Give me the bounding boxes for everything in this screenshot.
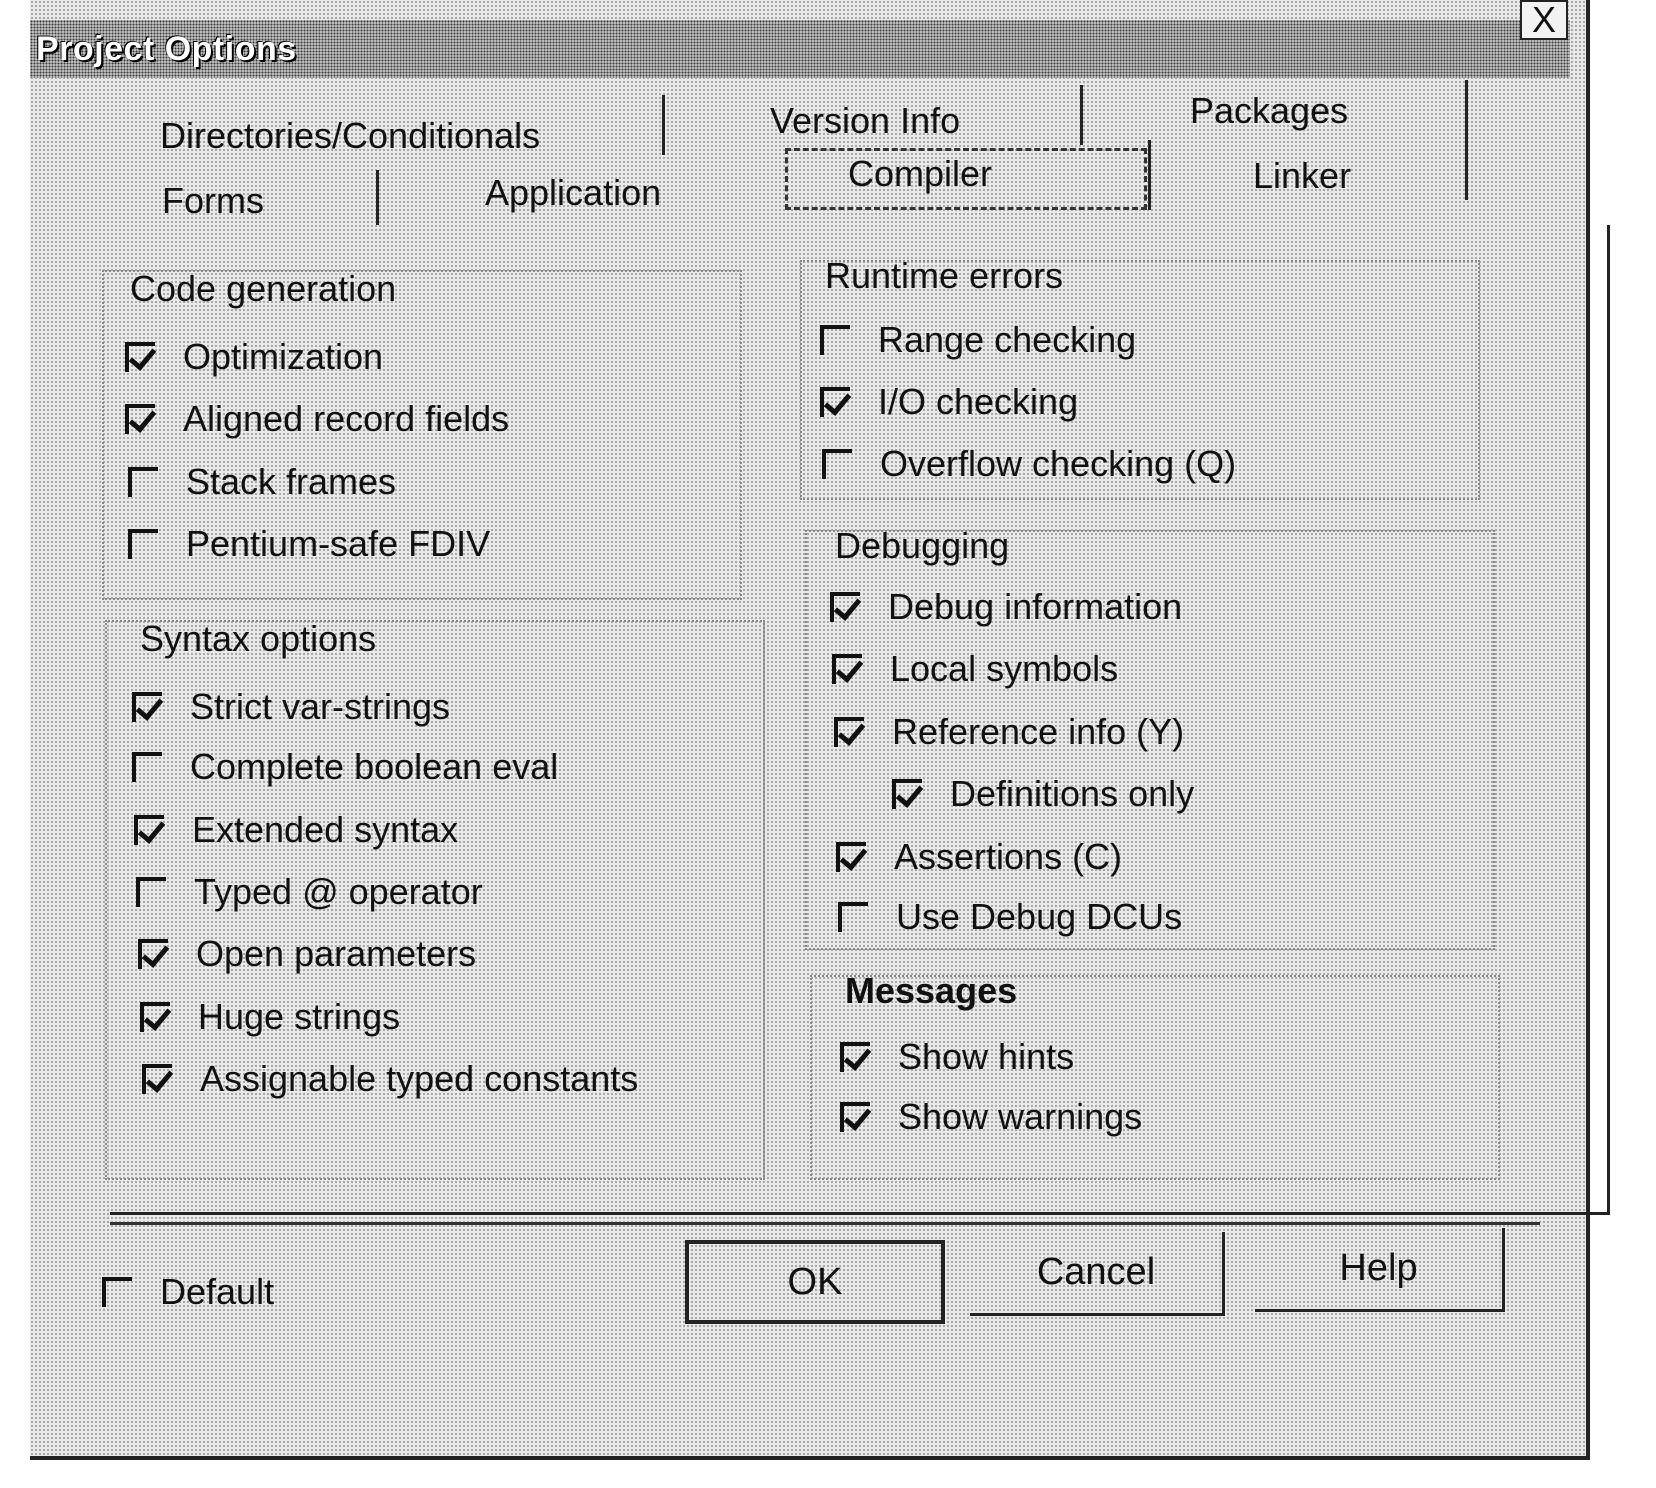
option-label: Assertions (C) — [894, 836, 1123, 877]
option-io-checking[interactable] — [820, 380, 1078, 424]
option-label: Definitions only — [950, 773, 1195, 814]
checkbox[interactable] — [142, 1064, 172, 1094]
option-label: Strict var-strings — [190, 686, 451, 727]
option-label: Local symbols — [890, 648, 1119, 689]
option-label: Open parameters — [196, 933, 477, 974]
option-complete-boolean-eval[interactable] — [132, 745, 558, 789]
tab-forms[interactable]: Forms — [162, 180, 264, 221]
checkbox[interactable] — [892, 779, 922, 809]
checkbox[interactable] — [832, 654, 862, 684]
checkbox[interactable] — [834, 717, 864, 747]
option-aligned-record-fields[interactable] — [125, 397, 509, 441]
tab-packages[interactable]: Packages — [1190, 90, 1349, 131]
checkbox[interactable] — [830, 592, 860, 622]
option-label: Range checking — [878, 319, 1137, 360]
code-generation-title: Code generation — [130, 268, 397, 309]
option-strict-var-strings[interactable] — [132, 685, 450, 729]
option-label: Debug information — [888, 586, 1183, 627]
checkbox[interactable] — [132, 692, 162, 722]
tab-linker[interactable]: Linker — [1253, 155, 1352, 196]
option-label: Complete boolean eval — [190, 746, 559, 787]
checkbox[interactable] — [128, 467, 158, 497]
title-bar[interactable] — [30, 20, 1570, 78]
tab-separator — [376, 170, 379, 225]
cancel-button[interactable]: Cancel — [970, 1232, 1225, 1316]
checkbox[interactable] — [838, 902, 868, 932]
option-label: Typed @ operator — [194, 871, 483, 912]
option-label: Overflow checking (Q) — [880, 443, 1237, 484]
option-extended-syntax[interactable] — [134, 808, 458, 852]
option-assignable-typed-constants[interactable] — [142, 1057, 638, 1101]
option-label: Huge strings — [198, 996, 401, 1037]
tab-separator — [662, 95, 665, 155]
runtime-errors-title: Runtime errors — [825, 255, 1064, 296]
option-optimization[interactable] — [125, 335, 383, 379]
tab-version-info[interactable]: Version Info — [770, 100, 961, 141]
checkbox[interactable] — [134, 815, 164, 845]
option-label: Assignable typed constants — [200, 1058, 639, 1099]
option-label: Show hints — [898, 1036, 1075, 1077]
footer-divider — [110, 1222, 1540, 1225]
checkbox[interactable] — [822, 449, 852, 479]
option-label: Optimization — [183, 336, 384, 377]
option-definitions-only[interactable] — [892, 772, 1194, 816]
tab-application[interactable]: Application — [485, 172, 662, 213]
option-label: Show warnings — [898, 1096, 1143, 1137]
option-label: Stack frames — [186, 461, 397, 502]
checkbox[interactable] — [125, 404, 155, 434]
option-label: Aligned record fields — [183, 398, 510, 439]
tab-separator — [1080, 85, 1083, 145]
option-show-hints[interactable] — [840, 1035, 1074, 1079]
option-default[interactable] — [102, 1270, 274, 1314]
option-local-symbols[interactable] — [832, 647, 1118, 691]
project-options-dialog — [30, 0, 1590, 1460]
checkbox[interactable] — [128, 529, 158, 559]
close-button[interactable]: X — [1520, 0, 1568, 40]
checkbox[interactable] — [840, 1102, 870, 1132]
option-label: I/O checking — [878, 381, 1079, 422]
checkbox[interactable] — [136, 877, 166, 907]
checkbox[interactable] — [836, 842, 866, 872]
option-reference-info[interactable] — [834, 710, 1184, 754]
option-label: Reference info (Y) — [892, 711, 1185, 752]
option-show-warnings[interactable] — [840, 1095, 1142, 1139]
option-open-parameters[interactable] — [138, 932, 476, 976]
checkbox[interactable] — [102, 1277, 132, 1307]
window-title: Project Options — [36, 30, 297, 68]
option-label: Pentium-safe FDIV — [186, 523, 491, 564]
checkbox[interactable] — [840, 1042, 870, 1072]
option-label: Use Debug DCUs — [896, 896, 1183, 937]
option-huge-strings[interactable] — [140, 995, 400, 1039]
tab-separator — [1148, 140, 1151, 210]
help-button[interactable]: Help — [1255, 1228, 1505, 1312]
option-stack-frames[interactable] — [128, 460, 396, 504]
option-assertions[interactable] — [836, 835, 1122, 879]
option-debug-information[interactable] — [830, 585, 1182, 629]
option-overflow-checking[interactable] — [822, 442, 1236, 486]
option-range-checking[interactable] — [820, 318, 1136, 362]
ok-button[interactable]: OK — [685, 1240, 945, 1324]
option-use-debug-dcus[interactable] — [838, 895, 1182, 939]
checkbox[interactable] — [125, 342, 155, 372]
checkbox[interactable] — [140, 1002, 170, 1032]
option-label: Default — [160, 1271, 275, 1312]
checkbox[interactable] — [820, 325, 850, 355]
debugging-title: Debugging — [835, 525, 1010, 566]
syntax-options-title: Syntax options — [140, 618, 377, 659]
checkbox[interactable] — [820, 387, 850, 417]
tab-separator — [1465, 80, 1468, 200]
messages-title: Messages — [845, 970, 1018, 1011]
tab-compiler[interactable]: Compiler — [785, 148, 1147, 210]
option-pentium-safe-fdiv[interactable] — [128, 522, 490, 566]
option-typed-at-operator[interactable] — [136, 870, 483, 914]
checkbox[interactable] — [138, 939, 168, 969]
tab-directories-conditionals[interactable]: Directories/Conditionals — [160, 115, 541, 156]
checkbox[interactable] — [132, 752, 162, 782]
option-label: Extended syntax — [192, 809, 459, 850]
